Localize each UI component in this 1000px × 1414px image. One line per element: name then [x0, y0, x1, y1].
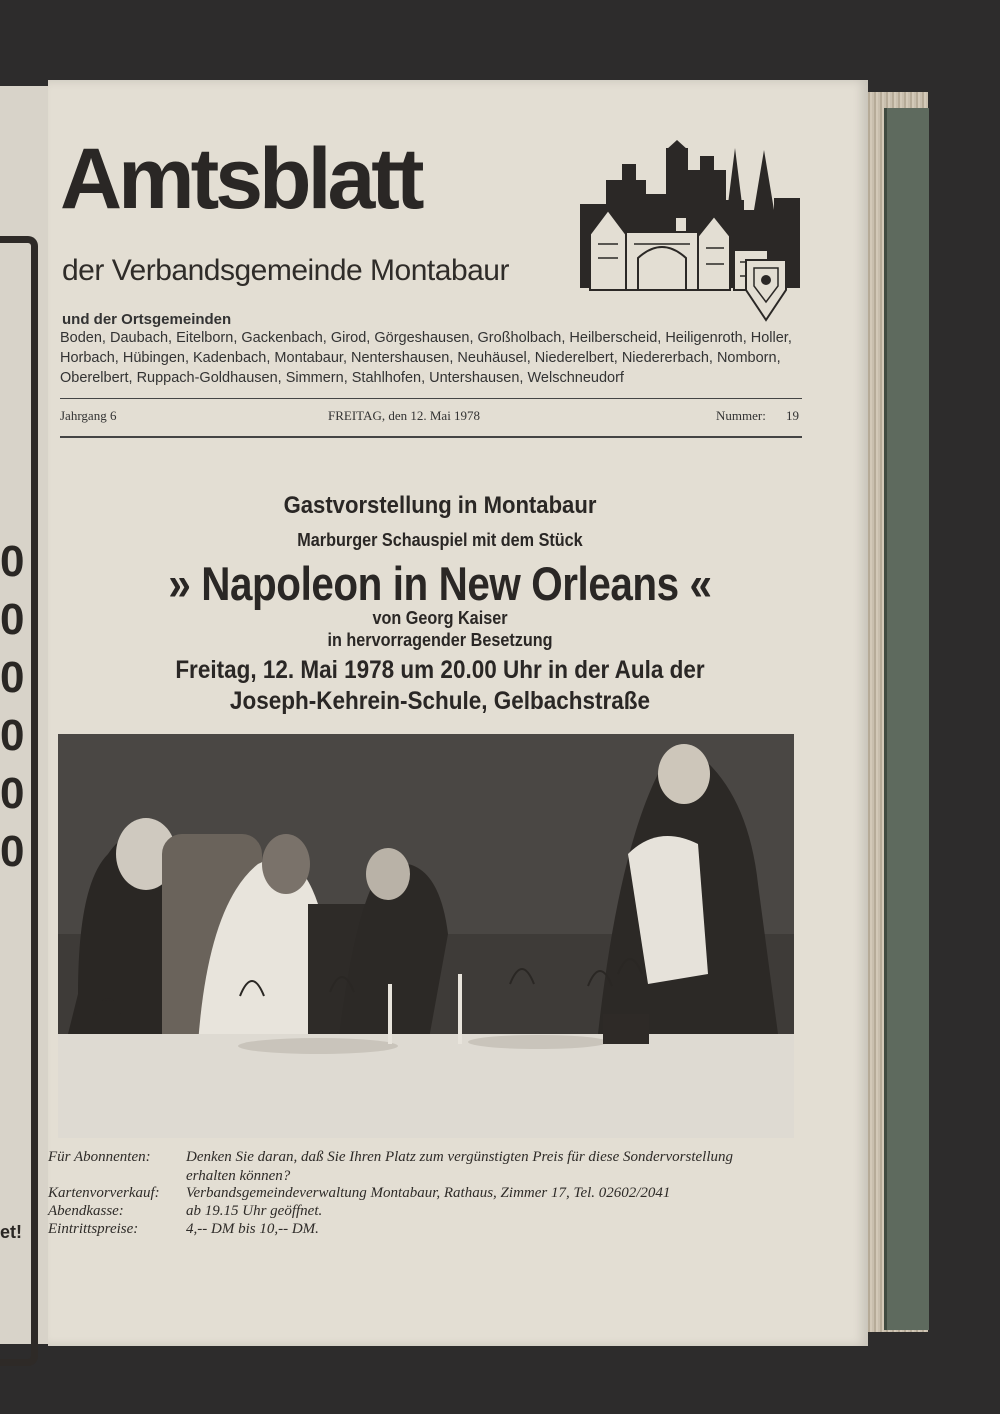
left-page-glyph: 0 — [0, 653, 25, 702]
issue-number-value: 19 — [786, 408, 799, 423]
left-page-glyph: 0 — [0, 595, 25, 644]
play-cast-note: in hervorragender Besetzung — [327, 630, 553, 650]
book-cover — [884, 108, 929, 1330]
header-rule-top — [60, 398, 802, 399]
left-page-glyph: 0 — [0, 769, 25, 818]
town-skyline-logo-icon — [578, 140, 808, 328]
ortsgemeinden-line: Horbach, Hübingen, Kadenbach, Montabaur, Nentershausen, Neuhäusel, Niederelbert, Niedererbach, Nomborn, — [60, 350, 781, 366]
info-value-abonnenten: Denken Sie daran, daß Sie Ihren Platz zum vergünstigten Preis für diese Sondervorstellung — [186, 1149, 733, 1165]
play-title: » Napoleon in New Orleans « — [168, 557, 712, 610]
left-page-glyph: 0 — [0, 537, 25, 586]
ortsgemeinden-heading: und der Ortsgemeinden — [62, 311, 232, 328]
event-datetime: Freitag, 12. Mai 1978 um 20.00 Uhr in der Aula der — [175, 656, 705, 684]
left-page-glyph: 0 — [0, 827, 25, 876]
info-label-abendkasse: Abendkasse: — [48, 1203, 124, 1219]
ortsgemeinden-line: Boden, Daubach, Eitelborn, Gackenbach, Girod, Görgeshausen, Großholbach, Heilberscheid, Heiligenroth, Holler, — [60, 330, 792, 346]
info-value-abonnenten-cont: erhalten können? — [186, 1168, 291, 1184]
header-rule-bottom — [60, 436, 802, 438]
theatre-scene-photo — [58, 734, 794, 1138]
event-heading: Gastvorstellung in Montabaur — [283, 492, 597, 519]
info-value-abendkasse: ab 19.15 Uhr geöffnet. — [186, 1203, 323, 1219]
info-value-eintrittspreise: 4,-- DM bis 10,-- DM. — [186, 1221, 319, 1237]
masthead-title: Amtsblatt — [60, 131, 421, 227]
ortsgemeinden-line: Oberelbert, Ruppach-Goldhausen, Simmern, Stahlhofen, Untershausen, Welschneudorf — [60, 370, 624, 386]
event-venue: Joseph-Kehrein-Schule, Gelbachstraße — [229, 687, 651, 715]
issue-date: FREITAG, den 12. Mai 1978 — [328, 408, 481, 423]
play-author: von Georg Kaiser — [372, 608, 508, 628]
issue-number-label: Nummer: — [716, 408, 766, 423]
left-page-end-text: et! — [0, 1222, 22, 1242]
left-page-glyph: 0 — [0, 711, 25, 760]
info-label-eintrittspreise: Eintrittspreise: — [48, 1221, 139, 1237]
masthead-subtitle: der Verbandsgemeinde Montabaur — [62, 254, 509, 287]
info-value-kartenvorverkauf: Verbandsgemeindeverwaltung Montabaur, Rathaus, Zimmer 17, Tel. 02602/2041 — [186, 1185, 671, 1201]
info-label-kartenvorverkauf: Kartenvorverkauf: — [48, 1185, 160, 1201]
jahrgang: Jahrgang 6 — [60, 408, 117, 423]
event-subheading: Marburger Schauspiel mit dem Stück — [297, 530, 583, 550]
info-label-abonnenten: Für Abonnenten: — [48, 1149, 151, 1165]
